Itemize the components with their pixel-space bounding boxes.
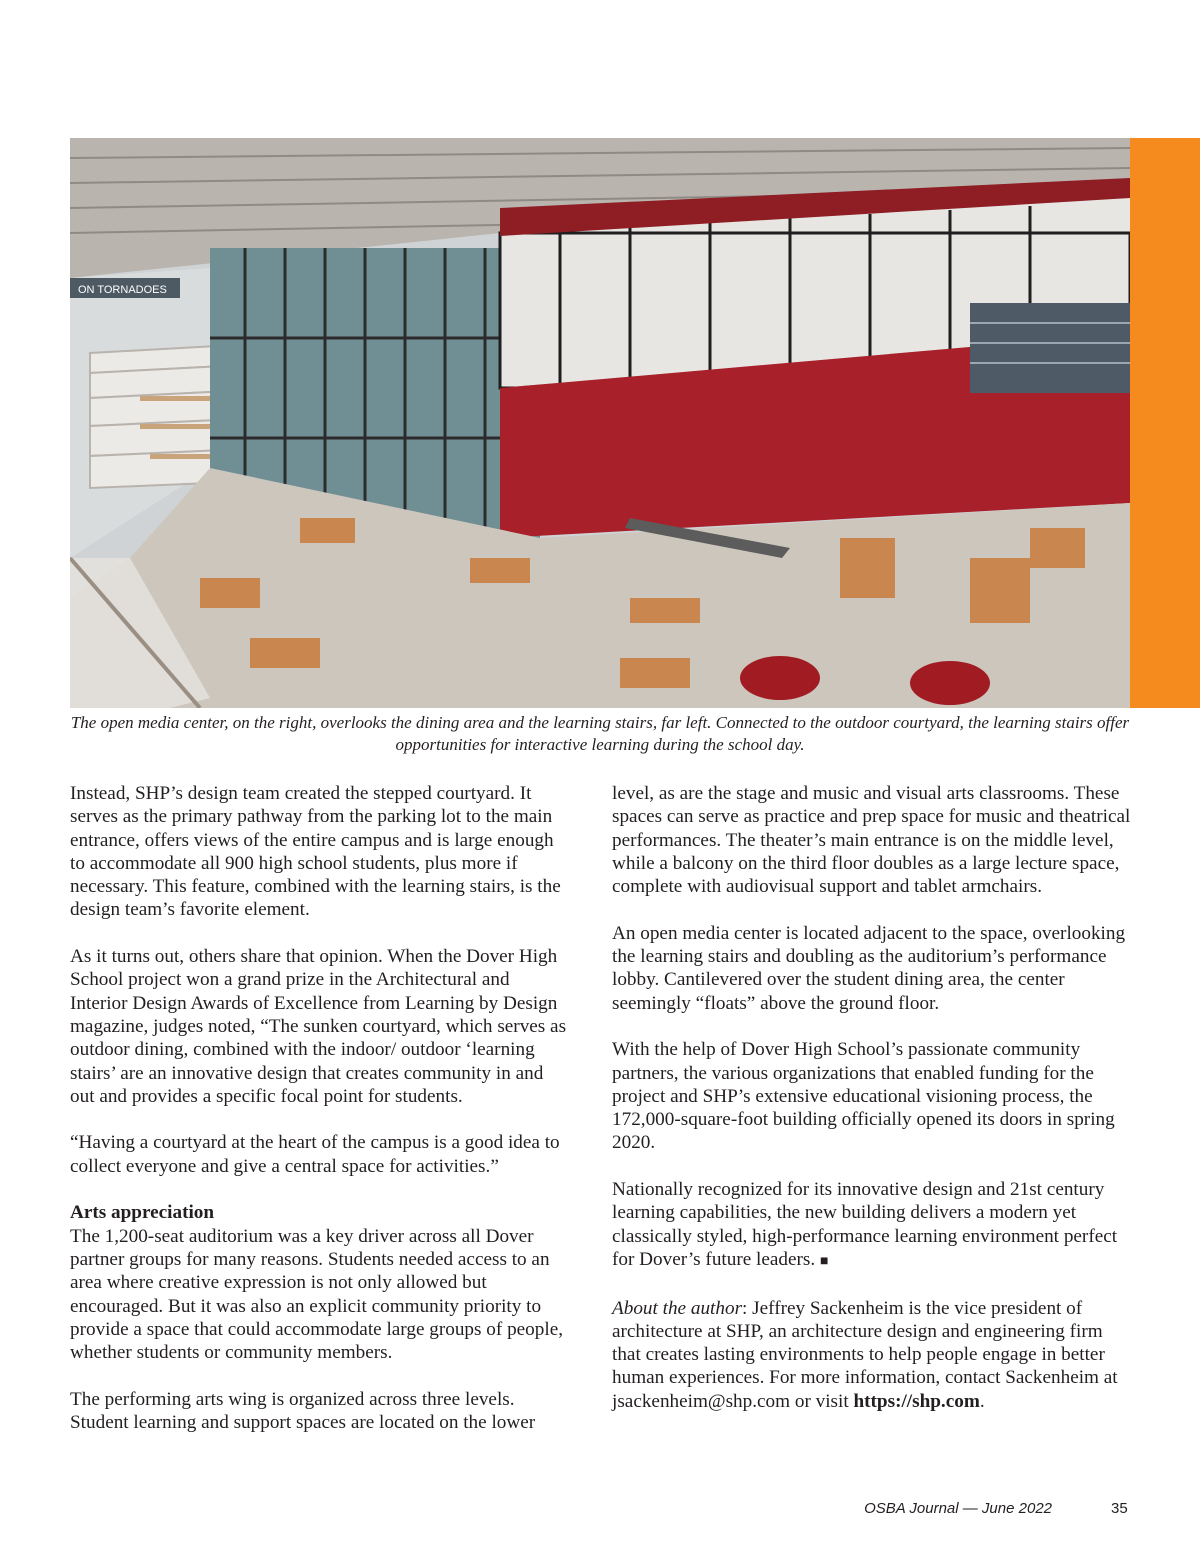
right-paragraph-4-text: Nationally recognized for its innovative design and 21st century learning capabilities, the new building delivers a modern yet classically styled, high-performance learning environment perfect for Dover’s future leaders.	[612, 1179, 1118, 1270]
left-paragraph-3: “Having a courtyard at the heart of the campus is a good idea to collect everyone and give a central space for activities.”	[70, 1132, 560, 1177]
about-author	[612, 1297, 1132, 1413]
journal-title: OSBA Journal — June 2022	[864, 1500, 1052, 1517]
section-color-tab	[1130, 138, 1200, 708]
author-text: : Jeffrey Sackenheim is the vice president of architecture at SHP, an architecture design and engineering firm that creates lasting environments to help people engage in better human experiences. For more information, contact Sackenheim at jsackenheim@shp.com or visit	[612, 1297, 1118, 1412]
left-paragraph-4: The 1,200-seat auditorium was a key driver across all Dover partner groups for many reasons. Students needed access to an area where creative expression is not only allowed but encouraged. But it was also an explicit community priority to provide a space that could accommodate large groups of people, whether students or community members.	[70, 1225, 564, 1364]
right-paragraph-3: With the help of Dover High School’s passionate community partners, the various organizations that enabled funding for the project and SHP’s extensive educational visioning process, the 172,000-square-foot building officially opened its doors in spring 2020.	[612, 1039, 1115, 1154]
author-text-end: .	[979, 1390, 985, 1412]
left-paragraph-1: Instead, SHP’s design team created the stepped courtyard. It serves as the primary pathway from the parking lot to the main entrance, offers views of the entire campus and is large enough to accommodate all 900 high school students, plus more if necessary. This feature, combined with the learning stairs, is the design team’s favorite element.	[70, 783, 561, 921]
photo-caption: The open media center, on the right, overlooks the dining area and the learning stairs, far left. Connected to the outdoor courtyard, the learning stairs offer opportunities for interactive learning during the school day.	[70, 713, 1130, 754]
section-heading: Arts appreciation	[70, 1202, 215, 1224]
author-label: About the author	[612, 1297, 743, 1319]
right-paragraph-1: level, as are the stage and music and visual arts classrooms. These spaces can serve as practice and prep space for music and theatrical performances. The theater’s main entrance is on the middle level, while a balcony on the third floor doubles as a large lecture space, complete with audiovisual support and tablet armchairs.	[612, 783, 1131, 898]
end-mark: ■	[819, 1253, 829, 1269]
left-paragraph-5: The performing arts wing is organized across three levels. Student learning and support spaces are located on the lower	[70, 1388, 536, 1434]
website-link[interactable]: https://shp.com	[853, 1390, 980, 1412]
page-footer	[0, 1500, 1200, 1524]
page-number: 35	[1111, 1500, 1128, 1517]
right-paragraph-4	[612, 1178, 1132, 1273]
tornadoes-sign-text: ON TORNADOES	[78, 284, 167, 296]
right-paragraph-2: An open media center is located adjacent to the space, overlooking the learning stairs and doubling as the auditorium’s performance lobby. Cantilevered over the student dining area, the center seemingly “floats” above the ground floor.	[612, 922, 1126, 1014]
left-paragraph-2: As it turns out, others share that opinion. When the Dover High School project won a grand prize in the Architectural and Interior Design Awards of Excellence from Learning by Design magazine, judges noted, “The sunken courtyard, which serves as outdoor dining, combined with the indoor/ outdoor ‘learning stairs’ are an innovative design that creates community in and out and provides a specific focal point for students.	[70, 946, 567, 1107]
media-center-photo	[70, 138, 1130, 708]
right-column	[612, 782, 1132, 1413]
left-column	[70, 782, 570, 1434]
